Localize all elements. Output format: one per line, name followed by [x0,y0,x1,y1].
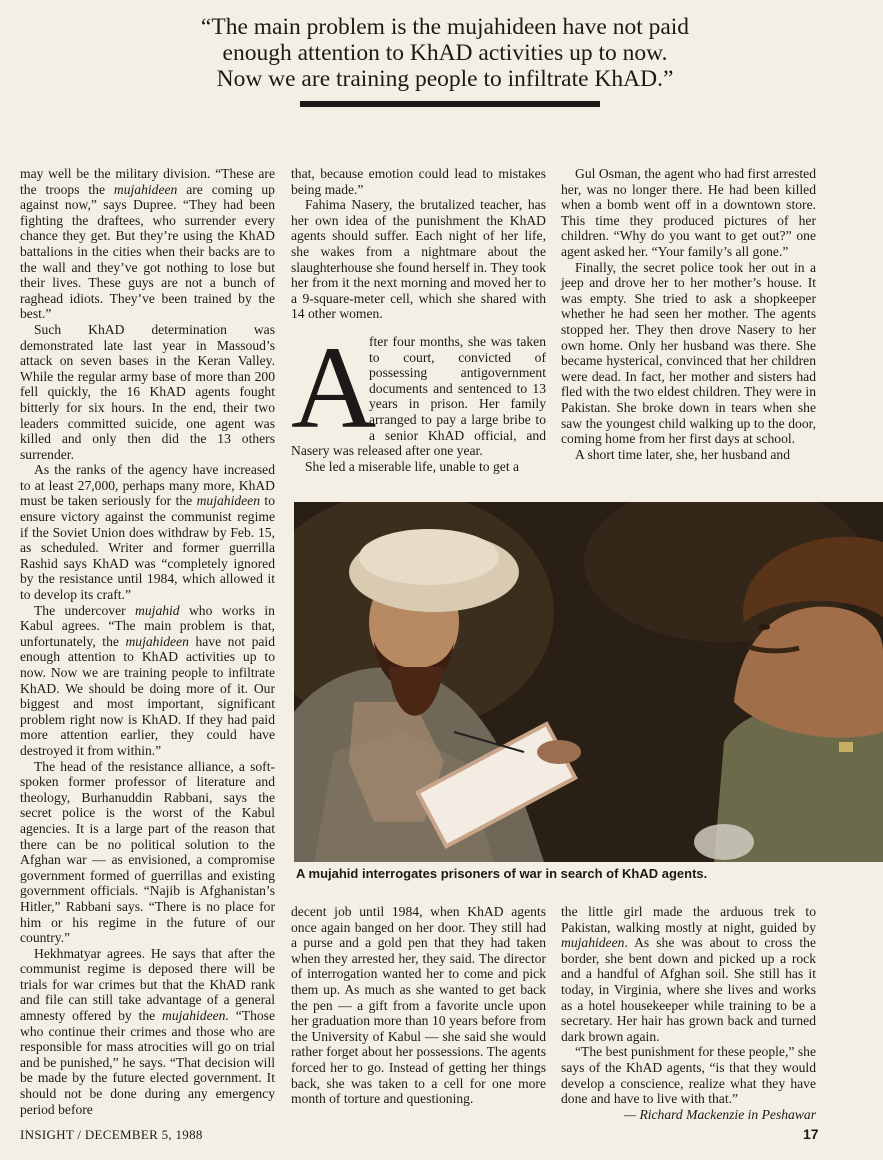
article-column-2 [291,166,546,474]
pull-quote-rule [300,101,600,107]
paragraph: Hekhmatyar agrees. He says that after the communist regime is deposed there will be trials for war crimes but that the KhAD rank and file can still take advantage of a general amnesty offered by the mujahideen. “Those who continue their crimes and those who are responsible for mass atrocities will go on trial and be punished,” he says. “That decision will be made by the future elected government. It should not be done during any emergency period before [20,945,275,1117]
article-column-1 [20,166,275,1117]
pull-quote-line: enough attention to KhAD activities up to now. [222,40,668,66]
paragraph: “The best punishment for these people,” she says of the KhAD agents, “is that they would develop a conscience, realize what they have done and have to live with that.” [561,1044,816,1107]
paragraph: that, because emotion could lead to mistakes being made.” [291,166,546,197]
article-column-3 [561,166,816,462]
paragraph: The undercover mujahid who works in Kabul agrees. “The main problem is that, unfortunately, the mujahideen have not paid enough attention to KhAD activities up to now. Now we are training people to infiltrate KhAD. We should be doing more of it. Our biggest and most important, significant problem right now is KhAD. If they had paid more attention earlier, they could have destroyed it from within.” [20,602,275,758]
article-column-2-lower [291,904,546,1107]
article-column-3-lower [561,904,816,1122]
publication-footer: INSIGHT / DECEMBER 5, 1988 [20,1127,203,1142]
photo-illustration [294,502,883,862]
paragraph: may well be the military division. “These are the troops the mujahideen are coming up against now,” says Dupree. “They had been fighting the draftees, who surrender every chance they get. But they’re using the KhAD battalions in the cities when their backs are to the wall and they’ve got nothing to lose but their lives. These guys are not a bunch of raghead idiots. They’ve been trained by the best.” [20,166,275,322]
paragraph: the little girl made the arduous trek to Pakistan, walking mostly at night, guided by mujahideen. As she was about to cross the border, she bent down and picked up a rock and a handful of Afghan soil. She still has it today, in Virginia, where she lives and works as a hotel housekeeper while training to be a secretary. Her hair has grown back and turned dark brown again. [561,904,816,1044]
photo-caption: A mujahid interrogates prisoners of war in search of KhAD agents. [296,866,708,881]
pull-quote-line: “The main problem is the mujahideen have not paid [200,14,690,40]
page-number: 17 [803,1126,819,1142]
drop-cap: A [291,321,377,453]
paragraph: Such KhAD determination was demonstrated late last year in Massoud’s attack on seven bases in the Keran Valley. While the regular army base of more than 200 fell quickly, the 16 KhAD agents fought bitterly for six hours. In the end, their two leaders committed suicide, one agent was killed and only then did the 13 others surrender. [20,321,275,462]
paragraph: As the ranks of the agency have increased to at least 27,000, perhaps many more, KhAD must be taken seriously for the mujahideen to ensure victory against the communist regime if the Soviet Union does withdraw by Feb. 15, as scheduled. Writer and former guerrilla Rashid says KhAD was “completely ignored by the resistance until 1984, which allowed it to develop its craft.” [20,462,275,603]
paragraph: decent job until 1984, when KhAD agents once again banged on her door. They still had a purse and a gold pen that they had taken when they arrested her, they said. The director of interrogation wanted her to come and pick them up. As much as she wanted to get back the pen — a gift from a favorite uncle upon her graduation more than 10 years before from the University of Kabul — she said she would rather forget about her possessions. The agents forced her to go. Instead of getting her things back, she was taken to a cell for one more month of torture and questioning. [291,904,546,1107]
paragraph: Fahima Nasery, the brutalized teacher, has her own idea of the punishment the KhAD agents should suffer. Each night of her life, she wakes from a nightmare about the slaughterhouse she found herself in. They took her from it the next morning and moved her to a 9-square-meter cell, which she shared with 14 other women. [291,197,546,322]
paragraph: She led a miserable life, unable to get a [305,458,520,474]
paragraph: Gul Osman, the agent who had first arrested her, was no longer there. He had been killed when a bomb went off in a downtown store. This time they produced pictures of her children. “Why do you want to get out?” one agent asked her. “Your family’s all gone.” [561,166,816,259]
byline: — Richard Mackenzie in Peshawar [623,1106,816,1122]
paragraph: The head of the resistance alliance, a soft-spoken former professor of literature and theology, Burhanuddin Rabbani, says the secret police is the worst of the Kabul agencies. It is a large part of the reason that there can be no political solution to the Afghan war — as envisioned, a compromise government formed of guerrillas and existing government officials. “Najib is Afghanistan’s Hitler,” Rabbani says. “There is no place for him or his regime in the future of our country.” [20,758,275,946]
photo-mujahid-interrogation [294,502,883,862]
pull-quote [150,14,740,92]
pull-quote-line: Now we are training people to infiltrate KhAD.” [216,66,674,92]
paragraph: Finally, the secret police took her out in a jeep and drove her to her mother’s house. It was empty. She tried to ask a shopkeeper whether he had seen her mother. The agents stopped her. They then drove Nasery to her own home. Only her husband was there. She became hysterical, convinced that her children were dead. In fact, her mother and sisters had fled with the two eldest children. They were in Pakistan. She broke down in tears when she saw the youngest child walking up to the door, coming home from her first days at school. [561,259,816,447]
paragraph: A fter four months, she was taken to court, convicted of possessing antigovernment documents and sentenced to 13 years in prison. Her family arranged to pay a large bribe to a senior KhAD official, and Nasery was released after one year. [291,321,546,459]
paragraph: A short time later, she, her husband and [575,446,791,462]
